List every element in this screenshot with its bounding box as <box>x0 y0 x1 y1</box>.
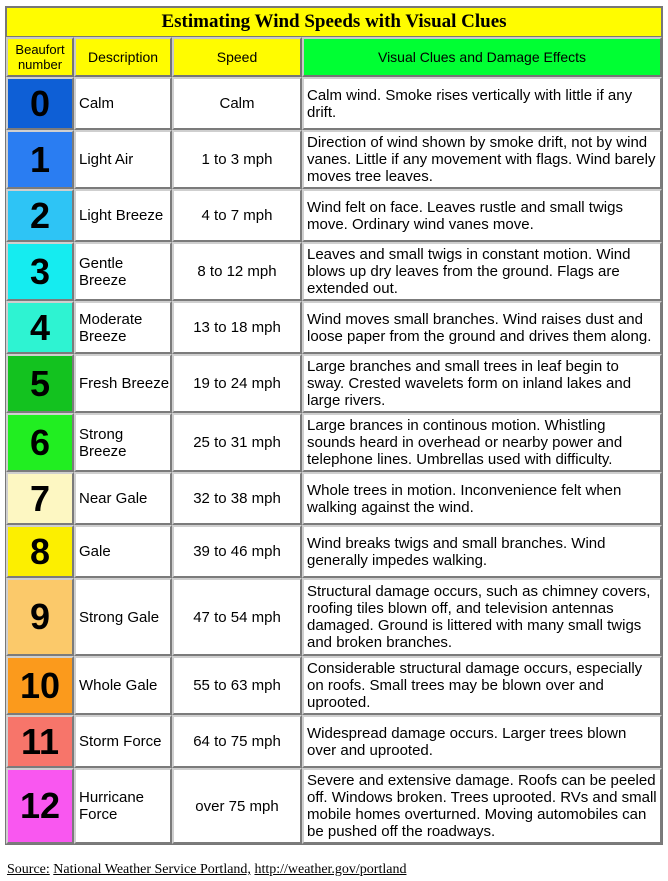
speed-cell: 39 to 46 mph <box>172 525 302 578</box>
beaufort-number: 6 <box>29 421 51 463</box>
description-cell: Light Breeze <box>74 189 172 242</box>
clues-cell: Wind breaks twigs and small branches. Wind generally impedes walking. <box>302 525 662 578</box>
beaufort-number: 7 <box>29 477 51 519</box>
beaufort-table <box>5 6 663 845</box>
table-row <box>6 578 662 656</box>
clues-cell: Widespread damage occurs. Larger trees blown over and uprooted. <box>302 715 662 768</box>
clues-cell: Leaves and small twigs in constant motion. Wind blows up dry leaves from the ground. Flags are extended out. <box>302 242 662 301</box>
page-title: Estimating Wind Speeds with Visual Clues <box>6 7 662 37</box>
beaufort-number: 0 <box>29 82 51 124</box>
beaufort-number-cell <box>6 656 74 715</box>
speed-cell: 4 to 7 mph <box>172 189 302 242</box>
description-cell: Calm <box>74 77 172 130</box>
beaufort-number-cell <box>6 130 74 189</box>
table-row <box>6 242 662 301</box>
source-label: Source: <box>7 862 50 877</box>
beaufort-number: 2 <box>29 194 51 236</box>
speed-cell: 25 to 31 mph <box>172 413 302 472</box>
header-number: Beaufort number <box>6 37 74 77</box>
beaufort-number: 3 <box>29 250 51 292</box>
speed-cell: 32 to 38 mph <box>172 472 302 525</box>
header-description: Description <box>74 37 172 77</box>
wind-table-container <box>5 6 663 845</box>
beaufort-number-cell <box>6 77 74 130</box>
speed-cell: 8 to 12 mph <box>172 242 302 301</box>
header-speed: Speed <box>172 37 302 77</box>
description-cell: Moderate Breeze <box>74 301 172 354</box>
description-cell: Hurricane Force <box>74 768 172 844</box>
table-row <box>6 413 662 472</box>
clues-cell: Structural damage occurs, such as chimney covers, roofing tiles blown off, and television antennas damaged. Ground is littered with many small twigs and broken branches. <box>302 578 662 656</box>
source-org: National Weather Service Portland, <box>53 862 251 877</box>
clues-cell: Wind felt on face. Leaves rustle and small twigs move. Ordinary wind vanes move. <box>302 189 662 242</box>
beaufort-number-cell <box>6 301 74 354</box>
description-cell: Storm Force <box>74 715 172 768</box>
beaufort-number-cell <box>6 472 74 525</box>
clues-cell: Wind moves small branches. Wind raises dust and loose paper from the ground and drives them along. <box>302 301 662 354</box>
beaufort-number-cell <box>6 715 74 768</box>
beaufort-number: 1 <box>29 138 51 180</box>
description-cell: Fresh Breeze <box>74 354 172 413</box>
table-row <box>6 472 662 525</box>
title-row <box>6 7 662 37</box>
beaufort-number-cell <box>6 189 74 242</box>
beaufort-number-cell <box>6 578 74 656</box>
description-cell: Gentle Breeze <box>74 242 172 301</box>
beaufort-number-cell <box>6 354 74 413</box>
source-link[interactable]: http://weather.gov/portland <box>254 862 407 877</box>
description-cell: Whole Gale <box>74 656 172 715</box>
description-cell: Strong Breeze <box>74 413 172 472</box>
speed-cell: Calm <box>172 77 302 130</box>
clues-cell: Considerable structural damage occurs, especially on roofs. Small trees may be blown over and uprooted. <box>302 656 662 715</box>
table-row <box>6 77 662 130</box>
clues-cell: Large brances in continous motion. Whistling sounds heard in overhead or nearby power and telephone lines. Umbrellas used with difficulty. <box>302 413 662 472</box>
table-row <box>6 656 662 715</box>
table-row <box>6 301 662 354</box>
table-row <box>6 189 662 242</box>
table-body <box>6 77 662 844</box>
source-citation <box>7 862 406 878</box>
beaufort-number-cell <box>6 413 74 472</box>
clues-cell: Calm wind. Smoke rises vertically with little if any drift. <box>302 77 662 130</box>
description-cell: Strong Gale <box>74 578 172 656</box>
beaufort-number-cell <box>6 242 74 301</box>
speed-cell: 55 to 63 mph <box>172 656 302 715</box>
beaufort-number: 10 <box>19 664 61 706</box>
header-row <box>6 37 662 77</box>
table-row <box>6 768 662 844</box>
table-row <box>6 525 662 578</box>
description-cell: Near Gale <box>74 472 172 525</box>
table-row <box>6 715 662 768</box>
speed-cell: over 75 mph <box>172 768 302 844</box>
beaufort-number-cell <box>6 768 74 844</box>
beaufort-number: 5 <box>29 362 51 404</box>
header-clues: Visual Clues and Damage Effects <box>302 37 662 77</box>
description-cell: Light Air <box>74 130 172 189</box>
description-cell: Gale <box>74 525 172 578</box>
table-row <box>6 354 662 413</box>
speed-cell: 1 to 3 mph <box>172 130 302 189</box>
speed-cell: 47 to 54 mph <box>172 578 302 656</box>
beaufort-number: 9 <box>29 596 51 637</box>
clues-cell: Whole trees in motion. Inconvenience felt when walking against the wind. <box>302 472 662 525</box>
beaufort-number-cell <box>6 525 74 578</box>
beaufort-number: 12 <box>19 785 61 826</box>
speed-cell: 19 to 24 mph <box>172 354 302 413</box>
clues-cell: Direction of wind shown by smoke drift, not by wind vanes. Little if any movement with flags. Wind barely moves tree leaves. <box>302 130 662 189</box>
beaufort-number: 4 <box>29 306 51 348</box>
speed-cell: 64 to 75 mph <box>172 715 302 768</box>
clues-cell: Large branches and small trees in leaf begin to sway. Crested wavelets form on inland lakes and large rivers. <box>302 354 662 413</box>
beaufort-number: 8 <box>29 530 51 572</box>
beaufort-number: 11 <box>20 720 60 762</box>
clues-cell: Severe and extensive damage. Roofs can be peeled off. Windows broken. Trees uprooted. RVs and small mobile homes overturned. Moving automobiles can be pushed off the roadways. <box>302 768 662 844</box>
table-row <box>6 130 662 189</box>
speed-cell: 13 to 18 mph <box>172 301 302 354</box>
